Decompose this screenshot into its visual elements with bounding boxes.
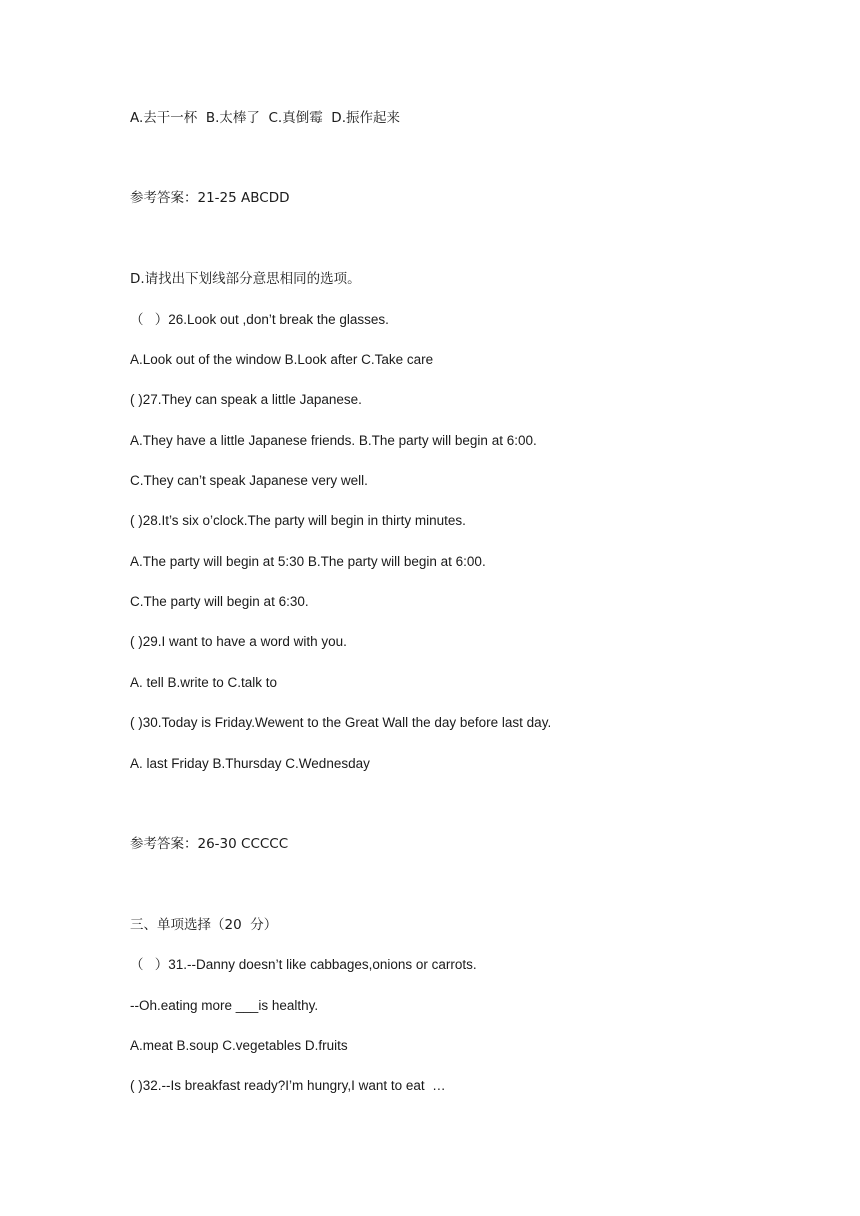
question-31-options: A.meat B.soup C.vegetables D.fruits (130, 1038, 348, 1053)
question-27-options-ab: A.They have a little Japanese friends. B.The party will begin at 6:00. (130, 433, 537, 448)
question-28-options-ab: A.The party will begin at 5:30 B.The party will begin at 6:00. (130, 554, 486, 569)
question-27-option-c: C.They can’t speak Japanese very well. (130, 473, 368, 488)
section-3-heading: 三、单项选择（20 分） (130, 917, 278, 933)
section-d-instruction: D.请找出下划线部分意思相同的选项。 (130, 271, 361, 287)
question-31: （ ）31.--Danny doesn’t like cabbages,onions or carrots. (130, 957, 477, 972)
question-30: ( )30.Today is Friday.Wewent to the Great Wall the day before last day. (130, 715, 552, 730)
question-26-options: A.Look out of the window B.Look after C.Take care (130, 352, 434, 367)
question-27: ( )27.They can speak a little Japanese. (130, 392, 362, 407)
question-28: ( )28.It’s six o’clock.The party will begin in thirty minutes. (130, 513, 466, 528)
answer-21-25: 参考答案：21-25 ABCDD (130, 190, 290, 206)
question-30-options: A. last Friday B.Thursday C.Wednesday (130, 756, 370, 771)
question-28-option-c: C.The party will begin at 6:30. (130, 594, 309, 609)
question-29: ( )29.I want to have a word with you. (130, 634, 347, 649)
question-31-line-2: --Oh.eating more ___is healthy. (130, 998, 319, 1013)
q21-25-options: A.去干一杯 B.太棒了 C.真倒霉 D.振作起来 (130, 110, 400, 126)
answer-26-30: 参考答案：26-30 CCCCC (130, 836, 289, 852)
question-32: ( )32.--Is breakfast ready?I’m hungry,I want to eat … (130, 1078, 446, 1093)
question-29-options: A. tell B.write to C.talk to (130, 675, 278, 690)
question-26: （ ）26.Look out ,don’t break the glasses. (130, 312, 389, 327)
